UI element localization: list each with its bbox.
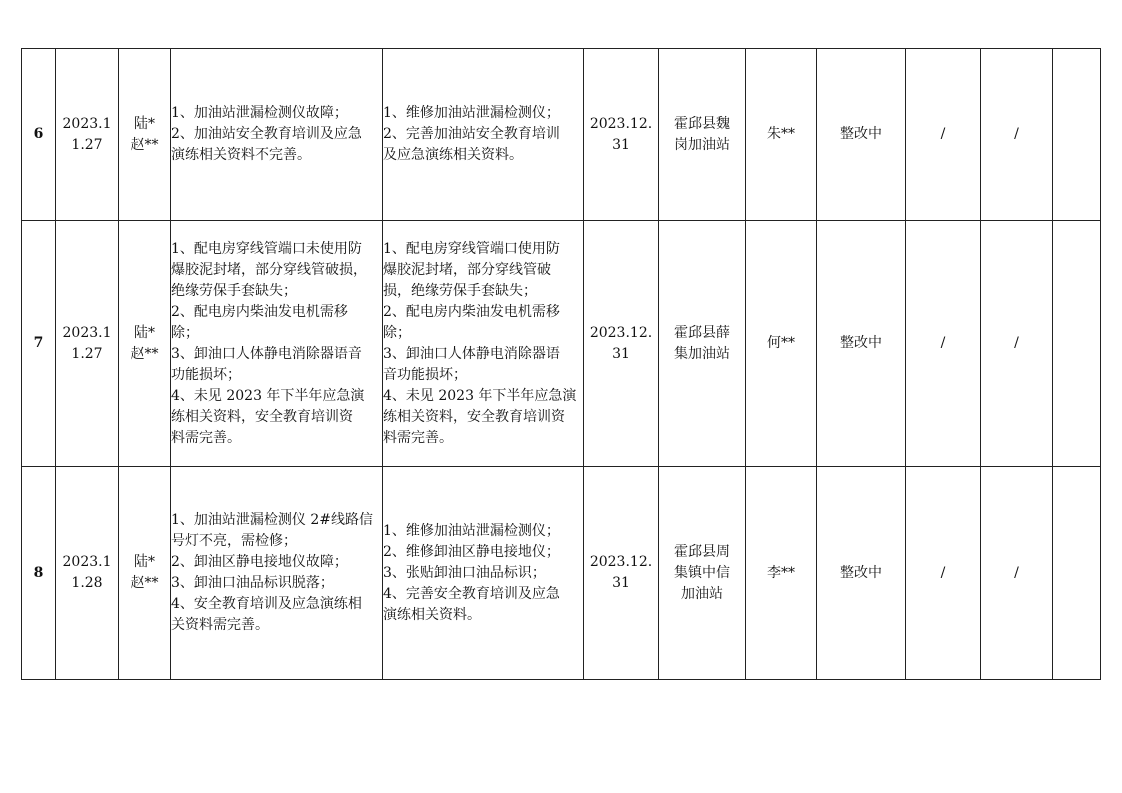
row-number: 8 [22, 467, 56, 680]
status: 整改中 [817, 49, 906, 221]
deadline: 2023.12. 31 [584, 467, 659, 680]
measures-cell: 1、配电房穿线管端口使用防 爆胶泥封堵，部分穿线管破 损，绝缘劳保手套缺失； 2、配电房内柴油发电机需移 除； 3、卸油口人体静电消除器语 音功能损坏； 4、未见 2023 年下半年应急演 练相关资料，安全教育培训资 料需完善。 [383, 221, 584, 467]
column-11: / [981, 221, 1053, 467]
deadline: 2023.12. 31 [584, 49, 659, 221]
table-row [22, 221, 1101, 467]
column-12-empty [1053, 49, 1101, 221]
column-10: / [906, 49, 981, 221]
inspectors: 陆* 赵** [119, 467, 171, 680]
table-row [22, 49, 1101, 221]
issues-cell: 1、加油站泄漏检测仪 2#线路信 号灯不亮，需检修； 2、卸油区静电接地仪故障； 3、卸油口油品标识脱落； 4、安全教育培训及应急演练相 关资料需完善。 [171, 467, 383, 680]
deadline: 2023.12. 31 [584, 221, 659, 467]
column-12-empty [1053, 467, 1101, 680]
inspectors: 陆* 赵** [119, 49, 171, 221]
measures-cell: 1、维修加油站泄漏检测仪； 2、维修卸油区静电接地仪； 3、张贴卸油口油品标识； 4、完善安全教育培训及应急 演练相关资料。 [383, 467, 584, 680]
inspection-date: 2023.1 1.27 [56, 221, 119, 467]
row-number: 7 [22, 221, 56, 467]
column-11: / [981, 467, 1053, 680]
column-11: / [981, 49, 1053, 221]
responsible-person: 何** [746, 221, 817, 467]
measures-cell: 1、维修加油站泄漏检测仪； 2、完善加油站安全教育培训 及应急演练相关资料。 [383, 49, 584, 221]
unit-name: 霍邱县魏 岗加油站 [659, 49, 746, 221]
status: 整改中 [817, 221, 906, 467]
unit-name: 霍邱县周 集镇中信 加油站 [659, 467, 746, 680]
responsible-person: 李** [746, 467, 817, 680]
issues-cell: 1、加油站泄漏检测仪故障； 2、加油站安全教育培训及应急 演练相关资料不完善。 [171, 49, 383, 221]
inspection-date: 2023.1 1.27 [56, 49, 119, 221]
table-row [22, 467, 1101, 680]
status: 整改中 [817, 467, 906, 680]
row-number: 6 [22, 49, 56, 221]
inspectors: 陆* 赵** [119, 221, 171, 467]
column-12-empty [1053, 221, 1101, 467]
inspection-date: 2023.1 1.28 [56, 467, 119, 680]
responsible-person: 朱** [746, 49, 817, 221]
unit-name: 霍邱县薛 集加油站 [659, 221, 746, 467]
column-10: / [906, 221, 981, 467]
column-10: / [906, 467, 981, 680]
issues-cell: 1、配电房穿线管端口未使用防 爆胶泥封堵，部分穿线管破损， 绝缘劳保手套缺失； 2、配电房内柴油发电机需移 除； 3、卸油口人体静电消除器语音 功能损坏； 4、未见 2023 年下半年应急演 练相关资料，安全教育培训资 料需完善。 [171, 221, 383, 467]
rectification-table [21, 48, 1101, 680]
